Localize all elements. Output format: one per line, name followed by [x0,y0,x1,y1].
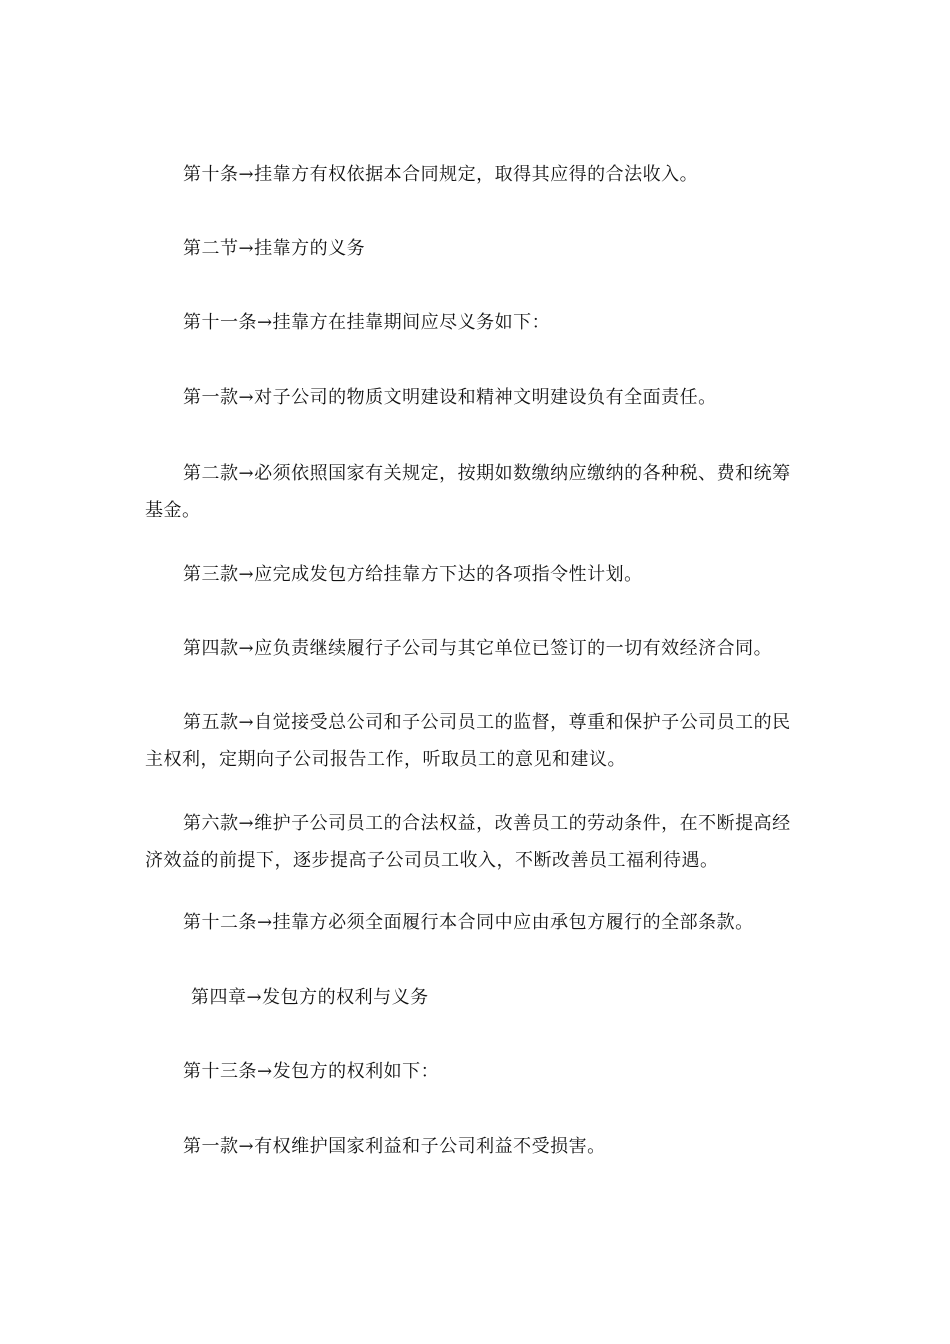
clause-12: 第十二条→挂靠方必须全面履行本合同中应由承包方履行的全部条款。 [183,912,754,933]
clause-11-item-4: 第四款→应负责继续履行子公司与其它单位已签订的一切有效经济合同。 [183,638,773,659]
section-2-heading: 第二节→挂靠方的义务 [183,238,366,259]
clause-11-item-1: 第一款→对子公司的物质文明建设和精神文明建设负有全面责任。 [183,387,717,408]
clause-13-item-1: 第一款→有权维护国家利益和子公司利益不受损害。 [183,1136,606,1157]
clause-11-item-5: 第五款→自觉接受总公司和子公司员工的监督，尊重和保护子公司员工的民主权利，定期向子公司报告工作，听取员工的意见和建议。 [145,712,791,770]
chapter-4-heading: 第四章→发包方的权利与义务 [191,987,429,1008]
clause-11: 第十一条→挂靠方在挂靠期间应尽义务如下： [183,312,551,333]
clause-11-item-6: 第六款→维护子公司员工的合法权益，改善员工的劳动条件，在不断提高经济效益的前提下，逐步提高子公司员工收入，不断改善员工福利待遇。 [145,813,791,871]
clause-10: 第十条→挂靠方有权依据本合同规定，取得其应得的合法收入。 [183,164,699,185]
clause-11-item-3: 第三款→应完成发包方给挂靠方下达的各项指令性计划。 [183,564,643,585]
clause-13: 第十三条→发包方的权利如下： [183,1061,440,1082]
clause-11-item-2: 第二款→必须依照国家有关规定，按期如数缴纳应缴纳的各种税、费和统筹基金。 [145,463,791,521]
